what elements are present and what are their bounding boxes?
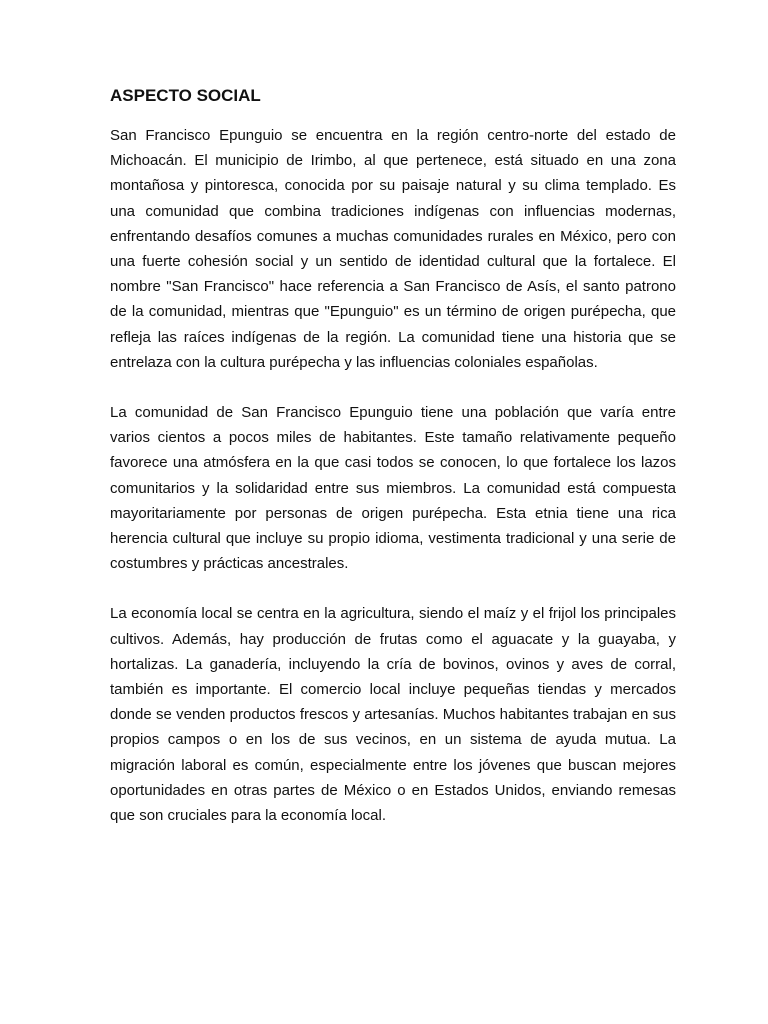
document-body (110, 86, 676, 853)
section-heading: ASPECTO SOCIAL (110, 86, 261, 105)
paragraph-population: La comunidad de San Francisco Epunguio tiene una población que varía entre varios cientos a pocos miles de habitantes. Este tamaño relativamente pequeño favorece una atmósfera en la que casi todos se conocen, lo que fortalece los lazos comunitarios y la solidaridad entre sus miembros. La comunidad está compuesta mayoritariamente por personas de origen purépecha. Esta etnia tiene una rica herencia cultural que incluye su propio idioma, vestimenta tradicional y una serie de costumbres y prácticas ancestrales. (110, 404, 676, 573)
paragraph-location-history: San Francisco Epunguio se encuentra en la región centro-norte del estado de Michoacán. El municipio de Irimbo, al que pertenece, está situado en una zona montañosa y pintoresca, conocida por su paisaje natural y su clima templado. Es una comunidad que combina tradiciones indígenas con influencias modernas, enfrentando desafíos comunes a muchas comunidades rurales en México, pero con una fuerte cohesión social y un sentido de identidad cultural que la fortalece. El nombre "San Francisco" hace referencia a San Francisco de Asís, el santo patrono de la comunidad, mientras que "Epunguio" es un término de origen purépecha, que refleja las raíces indígenas de la región. La comunidad tiene una historia que se entrelaza con la cultura purépecha y las influencias coloniales españolas. (110, 127, 676, 371)
paragraph-economy: La economía local se centra en la agricultura, siendo el maíz y el frijol los principales cultivos. Además, hay producción de frutas como el aguacate y la guayaba, y hortalizas. La ganadería, incluyendo la cría de bovinos, ovinos y aves de corral, también es importante. El comercio local incluye pequeñas tiendas y mercados donde se venden productos frescos y artesanías. Muchos habitantes trabajan en sus propios campos o en los de sus vecinos, en un sistema de ayuda mutua. La migración laboral es común, especialmente entre los jóvenes que buscan mejores oportunidades en otras partes de México o en Estados Unidos, enviando remesas que son cruciales para la economía local. (110, 605, 676, 825)
